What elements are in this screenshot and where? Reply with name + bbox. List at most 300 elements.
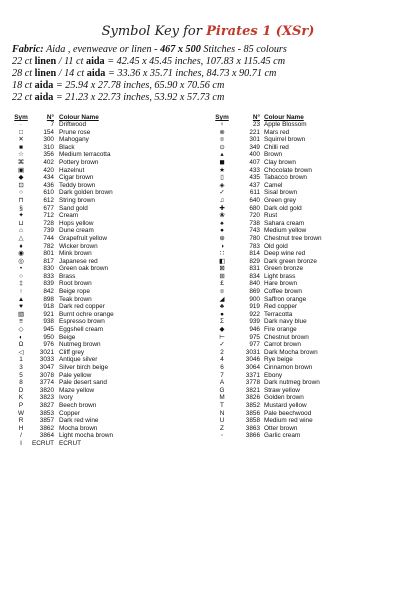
symbol: ⊔ [18, 219, 24, 227]
dmc-number: 3046 [245, 356, 260, 364]
fabric-type: aida [34, 92, 54, 103]
colour-name: Dark red wine [59, 417, 99, 425]
key-row [210, 182, 354, 190]
symbol: ■ [19, 143, 23, 151]
symbol: ♀ [219, 121, 225, 128]
dmc-number: 3858 [245, 417, 260, 425]
key-row [210, 250, 354, 258]
colour-name: Mars red [264, 128, 290, 136]
symbol: ◆ [18, 174, 24, 182]
key-row [10, 296, 145, 304]
dmc-number: 3852 [245, 401, 260, 409]
size-text: 22 ct [12, 92, 35, 103]
colour-name: Ebony [264, 371, 283, 379]
symbol: £ [220, 280, 224, 288]
dmc-number: 23 [252, 121, 260, 128]
dmc-number: 221 [249, 128, 260, 136]
dmc-number: 3778 [245, 379, 260, 387]
dmc-number: 680 [249, 204, 260, 212]
symbol: Σ [220, 318, 224, 326]
size-text: = 33.36 x 35.71 inches, 84.73 x 90.71 cm [105, 68, 277, 79]
dmc-number: 946 [249, 326, 260, 334]
symbol: 8 [19, 379, 23, 387]
symbol: ‡ [19, 280, 23, 288]
key-row [10, 417, 145, 425]
size-text: = 42.45 x 45.45 inches, 107.83 x 115.45 cm [104, 56, 286, 67]
dmc-number: 921 [43, 310, 54, 318]
colour-name: Otter brown [264, 424, 298, 432]
key-row [10, 144, 145, 152]
dmc-number: 677 [43, 204, 54, 212]
key-row [10, 288, 145, 296]
colour-name: Medium red wine [264, 417, 313, 425]
key-row [10, 425, 145, 433]
dmc-number: 407 [249, 158, 260, 166]
colour-name: Wicker brown [59, 242, 98, 250]
key-row [210, 273, 354, 281]
dmc-number: 840 [249, 280, 260, 288]
header-sym: Sym [215, 114, 229, 121]
symbol: G [219, 386, 225, 394]
key-row [10, 243, 145, 251]
colour-name: Eggshell cream [59, 326, 104, 334]
header-name: Colour Name [59, 114, 99, 121]
key-row [210, 121, 354, 129]
symbol: ◉ [18, 250, 24, 258]
symbol: N [219, 409, 225, 417]
colour-name: Teak brown [59, 295, 92, 303]
dmc-number: 950 [43, 333, 54, 341]
dmc-number: 437 [249, 181, 260, 189]
colour-name: Mink brown [59, 250, 92, 258]
key-row [210, 235, 354, 243]
colour-name: Nutmeg brown [59, 341, 101, 349]
colour-name: Dark Mocha brown [264, 348, 318, 356]
key-row [10, 364, 145, 372]
key-row [10, 318, 145, 326]
dmc-number: 3774 [39, 379, 54, 387]
symbol: 5 [19, 371, 23, 379]
dmc-number: 938 [43, 318, 54, 326]
colour-name: Cinnamon brown [264, 364, 313, 371]
colour-name: Golden brown [264, 394, 304, 402]
symbol: U [219, 417, 225, 425]
symbol: ★ [219, 166, 225, 174]
colour-name: Rust [264, 212, 278, 220]
symbol: ◆ [219, 326, 225, 334]
symbol: ✚ [219, 204, 225, 212]
fabric-label: Fabric: [12, 44, 44, 55]
dmc-number: 154 [43, 128, 54, 136]
colour-name: Beech brown [59, 401, 97, 409]
symbol: ▯ [220, 174, 224, 182]
key-row [210, 129, 354, 137]
dmc-number: 3827 [39, 401, 54, 409]
key-row [10, 235, 145, 243]
symbol: Ω [18, 341, 24, 349]
colour-name: Hazelnut [59, 166, 85, 174]
key-row [10, 258, 145, 266]
colour-name: String brown [59, 196, 95, 204]
key-row [10, 394, 145, 402]
key-row [10, 402, 145, 410]
symbol: ⊙ [219, 143, 225, 151]
fabric-text2: Stitches - 85 colours [200, 44, 287, 55]
key-row [10, 212, 145, 220]
dmc-number: 831 [249, 265, 260, 273]
key-row [210, 432, 354, 440]
dmc-number: 869 [249, 288, 260, 296]
dmc-number: 3862 [39, 424, 54, 432]
colour-name: Light mocha brown [59, 432, 113, 440]
key-row [210, 151, 354, 159]
key-row [10, 349, 145, 357]
colour-name: Pale yellow [59, 371, 92, 379]
dmc-number: ECRUT [32, 439, 55, 447]
dmc-number: 3853 [39, 409, 54, 417]
key-row [210, 205, 354, 213]
symbol: P [18, 401, 24, 409]
dmc-number: 782 [43, 242, 54, 250]
dmc-number: 349 [249, 143, 260, 151]
symbol: K [18, 394, 24, 402]
symbol: △ [18, 234, 24, 242]
symbol: ✕ [18, 136, 24, 144]
colour-name: Chilli red [264, 143, 289, 151]
key-row [210, 387, 354, 395]
key-row [210, 189, 354, 197]
dmc-number: 3064 [245, 364, 260, 371]
symbol: ◧ [218, 257, 226, 265]
colour-name: Medium terracotta [59, 151, 111, 159]
key-row [210, 197, 354, 205]
colour-name: Silver birch beige [59, 364, 109, 371]
key-row [10, 326, 145, 334]
size-line [12, 56, 285, 68]
key-row [10, 159, 145, 167]
colour-name: Brown [264, 151, 283, 159]
dmc-number: 976 [43, 341, 54, 349]
dmc-number: 3864 [39, 432, 54, 440]
key-row [210, 311, 354, 319]
colour-name: Teddy brown [59, 181, 96, 189]
colour-name: Pale desert sand [59, 379, 107, 387]
key-row [10, 356, 145, 364]
colour-name: Medium yellow [264, 227, 307, 235]
key-row [210, 394, 354, 402]
symbol: 4 [220, 356, 224, 364]
symbol: ◎ [18, 257, 24, 265]
colour-name: Saffron orange [264, 295, 307, 303]
stitch-size: 467 x 500 [160, 44, 201, 55]
key-row [210, 425, 354, 433]
symbol: ⊗ [219, 128, 225, 136]
dmc-number: 922 [249, 310, 260, 318]
dmc-number: 830 [43, 265, 54, 273]
symbol: 7 [220, 371, 224, 379]
symbol: Z [220, 424, 224, 432]
colour-name: Hare brown [264, 280, 298, 288]
header-sym: Sym [14, 114, 28, 121]
size-text: / 14 ct [56, 68, 87, 79]
symbol: ⊡ [18, 181, 24, 189]
key-row [10, 387, 145, 395]
colour-name: Garlic cream [264, 432, 301, 440]
symbol: ⊞ [219, 272, 225, 280]
colour-name: Terracotta [264, 310, 293, 318]
symbol: / [20, 432, 22, 440]
symbol: ◼ [219, 158, 225, 166]
symbol: ≡ [19, 318, 23, 326]
colour-name: Mahogany [59, 136, 89, 144]
dmc-number: 720 [249, 212, 260, 220]
key-row [10, 265, 145, 273]
dmc-number: 739 [43, 227, 54, 235]
colour-name: Dark golden brown [59, 189, 113, 197]
colour-name: Maze yellow [59, 386, 95, 394]
dmc-number: 839 [43, 280, 54, 288]
key-row [10, 220, 145, 228]
fabric-type: aida [85, 56, 105, 67]
key-row [10, 129, 145, 137]
colour-name: Cliff grey [59, 348, 85, 356]
dmc-number: 610 [43, 189, 54, 197]
header-name: Colour Name [264, 114, 304, 121]
symbol: ❀ [219, 212, 225, 220]
key-row [210, 258, 354, 266]
key-row [10, 136, 145, 144]
size-text: / 11 ct [56, 56, 86, 67]
key-row [10, 341, 145, 349]
colour-name: Pottery brown [59, 158, 99, 166]
dmc-number: 612 [43, 196, 54, 204]
colour-name: Mustard yellow [264, 401, 307, 409]
symbol: ◢ [219, 295, 225, 303]
symbol: ♫ [219, 196, 225, 204]
size-text: 28 ct [12, 68, 35, 79]
dmc-number: 3821 [245, 386, 260, 394]
fabric-line [12, 44, 287, 56]
size-line [12, 68, 276, 80]
key-row [210, 288, 354, 296]
key-row [210, 341, 354, 349]
colour-name: Fire orange [264, 326, 297, 334]
colour-name: Deep wine red [264, 250, 306, 258]
key-row [210, 410, 354, 418]
symbol: R [18, 417, 24, 425]
key-row [10, 379, 145, 387]
key-row [210, 372, 354, 380]
fabric-type: linen [34, 56, 57, 67]
key-row [210, 144, 354, 152]
dmc-number: 7 [50, 121, 54, 128]
key-row [10, 174, 145, 182]
key-row [210, 174, 354, 182]
dmc-number: 900 [249, 295, 260, 303]
dmc-number: 814 [249, 250, 260, 258]
colour-name: Prune rose [59, 128, 91, 136]
symbol: D [18, 386, 24, 394]
fabric-type: aida [86, 68, 106, 79]
symbol: ◇ [18, 326, 24, 334]
dmc-number: 3826 [245, 394, 260, 402]
colour-name: Clay brown [264, 158, 296, 166]
header-num: N° [252, 114, 260, 121]
colour-name: Pale beechwood [264, 409, 312, 417]
key-row [10, 121, 145, 129]
key-row [210, 243, 354, 251]
colour-name: Ivory [59, 394, 73, 402]
key-row [210, 159, 354, 167]
key-row [10, 303, 145, 311]
symbol: ◈ [219, 181, 225, 189]
symbol: ✓ [219, 341, 225, 349]
colour-name: Straw yellow [264, 386, 300, 394]
colour-name: Japanese red [59, 257, 98, 265]
symbol: ◐ [19, 333, 23, 341]
dmc-number: 829 [249, 257, 260, 265]
colour-name: Coffee brown [264, 288, 302, 296]
key-row [210, 318, 354, 326]
dmc-number: 3863 [245, 424, 260, 432]
key-row [210, 167, 354, 175]
key-row [10, 334, 145, 342]
symbol: ♦ [19, 242, 23, 250]
key-row [10, 205, 145, 213]
dmc-number: 898 [43, 295, 54, 303]
key-row [10, 440, 145, 448]
symbol: ♣ [219, 303, 225, 311]
colour-name: Hops yellow [59, 219, 94, 227]
symbol: ☆ [18, 151, 24, 159]
dmc-number: 3866 [245, 432, 260, 440]
dmc-number: 945 [43, 326, 54, 334]
colour-name: Green bronze [264, 265, 304, 273]
dmc-number: 939 [249, 318, 260, 326]
dmc-number: 833 [43, 272, 54, 280]
colour-name: Burnt ochre orange [59, 310, 114, 318]
dmc-number: 842 [43, 288, 54, 296]
symbol: 1 [19, 356, 23, 364]
key-row [210, 326, 354, 334]
dmc-number: 919 [249, 303, 260, 311]
symbol: ▣ [17, 166, 25, 174]
dmc-number: 817 [43, 257, 54, 265]
symbol: 6 [220, 364, 224, 371]
size-line [12, 92, 224, 104]
key-row [10, 197, 145, 205]
dmc-number: 433 [249, 166, 260, 174]
colour-name: Black [59, 143, 75, 151]
size-text: = 21.23 x 22.73 inches, 53.92 x 57.73 cm [53, 92, 225, 103]
key-row [10, 432, 145, 440]
symbol: · [19, 121, 23, 128]
colour-name: Chestnut tree brown [264, 234, 322, 242]
left-header [10, 114, 145, 121]
key-row [210, 220, 354, 228]
symbol: ● [220, 310, 224, 318]
symbol: ¤ [220, 288, 224, 296]
dmc-number: 310 [43, 143, 54, 151]
symbol: ♥ [19, 303, 23, 311]
dmc-number: 738 [249, 219, 260, 227]
colour-name: Tabacco brown [264, 174, 307, 182]
key-row [210, 356, 354, 364]
key-row [10, 280, 145, 288]
symbol: I [20, 439, 22, 447]
colour-name: Green grey [264, 196, 296, 204]
colour-name: Red copper [264, 303, 298, 311]
key-row [10, 227, 145, 235]
dmc-number: 434 [43, 174, 54, 182]
key-row [210, 379, 354, 387]
symbol: § [19, 204, 23, 212]
dmc-number: 744 [43, 234, 54, 242]
colour-name: Cream [59, 212, 79, 220]
header-num: N° [46, 114, 54, 121]
symbol: ◦ [220, 432, 224, 440]
page-title [0, 24, 416, 39]
dmc-number: 3820 [39, 386, 54, 394]
colour-name: Old gold [264, 242, 288, 250]
fabric-type: aida [34, 80, 54, 91]
dmc-number: 3047 [39, 364, 54, 371]
symbol: 3 [19, 364, 23, 371]
colour-name: Sand gold [59, 204, 88, 212]
symbol: T [220, 401, 224, 409]
dmc-number: 743 [249, 227, 260, 235]
key-row [10, 151, 145, 159]
left-key-column [10, 114, 145, 448]
key-row [210, 212, 354, 220]
colour-name: Dark old gold [264, 204, 302, 212]
key-row [210, 417, 354, 425]
colour-name: Dark nutmeg brown [264, 379, 320, 387]
colour-name: Espresso brown [59, 318, 105, 326]
key-row [210, 364, 354, 372]
key-row [210, 303, 354, 311]
dmc-number: 3021 [39, 348, 54, 356]
colour-name: Carrot brown [264, 341, 301, 349]
symbol: ✓ [219, 189, 225, 197]
size-text: 18 ct [12, 80, 35, 91]
dmc-number: 801 [43, 250, 54, 258]
title-prefix: Symbol Key for [101, 24, 207, 39]
dmc-number: 301 [249, 136, 260, 144]
colour-name: Sahara cream [264, 219, 305, 227]
dmc-number: 728 [43, 219, 54, 227]
key-row [210, 349, 354, 357]
symbol: ⊓ [18, 196, 24, 204]
symbol: W [17, 409, 25, 417]
colour-name: Apple Blossom [264, 121, 307, 128]
colour-name: Rye beige [264, 356, 293, 364]
dmc-number: 640 [249, 196, 260, 204]
key-row [10, 189, 145, 197]
colour-name: Green oak brown [59, 265, 109, 273]
dmc-number: 3857 [39, 417, 54, 425]
dmc-number: 611 [249, 189, 260, 197]
dmc-number: 712 [43, 212, 54, 220]
colour-name: Antique silver [59, 356, 98, 364]
symbol: ○ [19, 189, 23, 197]
colour-name: Cigar brown [59, 174, 94, 182]
symbol: ↑ [19, 288, 23, 296]
size-text: = 25.94 x 27.78 inches, 65.90 x 70.56 cm [53, 80, 225, 91]
symbol: ⊠ [219, 265, 225, 273]
size-text: 22 ct [12, 56, 35, 67]
dmc-number: 3078 [39, 371, 54, 379]
